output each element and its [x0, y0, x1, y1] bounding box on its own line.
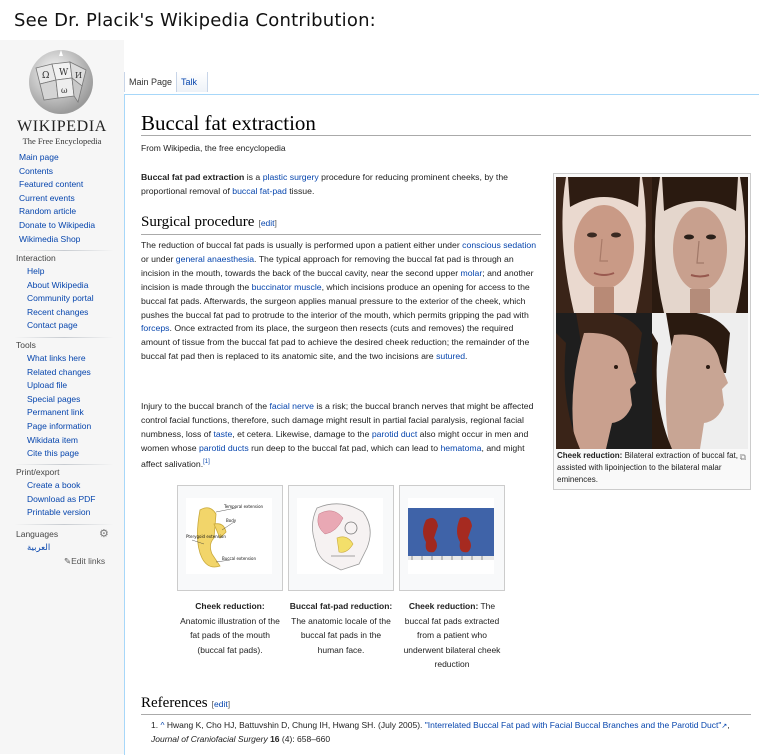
- gallery-item: [177, 485, 283, 657]
- label-body: Body: [226, 518, 237, 523]
- edit-surgical-procedure[interactable]: [edit]: [258, 218, 277, 228]
- link-sutured[interactable]: sutured: [436, 351, 466, 362]
- nav-create-book[interactable]: Create a book: [27, 480, 81, 490]
- heading-surgical-procedure-text: Surgical procedure: [141, 214, 255, 230]
- procedure-paragraph: The reduction of buccal fat pads is usually is performed upon a patient either under conscious sedation or under general anaesthesia. The typical approach for removing the buccal fat pad is through an incision in the mouth, towards the back of the buccal cavity, near the second upper molar; and another incision is made through the buccinator muscle, which incisions produce an opening for access to the buccal fat pads. Afterwards, the surgeon applies manual pressure to the exterior of the cheek, which pushes the buccal fat pad to protrude to the interior of the mouth, which permits gripping the pad with forceps. Once extracted from its place, the surgeon then resects (cuts and removes) the required amount of tissue from the buccal fat pad to achieve the desired cheek reduction; the remainder of the buccal fat pad then is replaced to its anatomic site, and the two incisions are sutured.: [141, 240, 537, 362]
- link-parotid-duct[interactable]: parotid duct: [371, 428, 418, 439]
- gallery-item: [288, 485, 394, 657]
- page-title: Buccal fat extraction: [141, 111, 316, 135]
- nav-main: [0, 151, 124, 246]
- gallery-item: [399, 485, 505, 672]
- nav-current-events[interactable]: Current events: [19, 192, 75, 203]
- nav-contents[interactable]: Contents: [19, 165, 54, 176]
- nav-about[interactable]: About Wikipedia: [27, 279, 89, 290]
- svg-text:И: И: [75, 71, 82, 80]
- nav-page-information[interactable]: Page information: [27, 420, 92, 431]
- link-conscious-sedation[interactable]: conscious sedation: [462, 240, 537, 250]
- gear-icon[interactable]: ⚙: [99, 528, 109, 540]
- nav-cite-this-page[interactable]: Cite this page: [27, 448, 79, 459]
- link-buccal-fat-pad[interactable]: buccal fat-pad: [232, 185, 287, 196]
- thumbnail-box: [553, 173, 751, 490]
- link-facial-nerve[interactable]: facial nerve: [269, 401, 314, 411]
- thumbnail-caption: Cheek reduction: Bilateral extraction of buccal fat, assisted with lipoinjection to the bilateral malar eminences.: [557, 451, 738, 484]
- nav-tools-heading: Tools: [16, 340, 36, 350]
- nav-shop[interactable]: Wikimedia Shop: [19, 233, 81, 244]
- nav-interaction: [0, 251, 124, 333]
- volume: 16: [270, 734, 280, 744]
- citation-1[interactable]: [1]: [203, 458, 210, 465]
- sidebar: [0, 40, 124, 754]
- label-pterygoid-extension: Pterygoid extension: [186, 534, 226, 539]
- gallery-caption: Buccal fat-pad reduction: The anatomic locale of the buccal fat pads in the human face.: [289, 601, 393, 655]
- tab-main-page-label: Main Page: [129, 77, 173, 87]
- link-general-anaesthesia[interactable]: general anaesthesia: [175, 253, 255, 264]
- edit-link[interactable]: edit: [260, 218, 275, 228]
- title-divider: [141, 135, 751, 136]
- journal-name: Journal of Craniofacial Surgery: [151, 734, 268, 744]
- gallery-image-box[interactable]: [288, 485, 394, 591]
- wikipedia-tagline: The Free Encyclopedia: [22, 136, 102, 146]
- skull-fat-pad-illustration: [297, 498, 383, 574]
- heading-divider: [141, 714, 751, 715]
- nav-contact-page[interactable]: Contact page: [27, 320, 78, 331]
- from-wikipedia: From Wikipedia, the free encyclopedia: [141, 143, 286, 153]
- tab-talk-label: Talk: [181, 77, 198, 87]
- heading-references: [141, 695, 230, 712]
- pencil-icon: ✎: [64, 555, 72, 566]
- nav-recent-changes[interactable]: Recent changes: [27, 306, 89, 317]
- tab-talk[interactable]: [176, 72, 208, 92]
- gallery-image-box[interactable]: [177, 485, 283, 591]
- nav-community-portal[interactable]: Community portal: [27, 293, 94, 304]
- face-front-before-image: [556, 177, 652, 313]
- extracted-fat-pads-photo: [408, 498, 494, 574]
- before-after-photo[interactable]: [556, 177, 748, 449]
- link-molar[interactable]: molar: [460, 267, 483, 278]
- risk-paragraph: Injury to the buccal branch of the facial nerve is a risk; the buccal branch nerves that might be affected control facial functions, therefore, such damage might result in partial facial paralysis, regional facial numbness, loss of taste, et cetera. Likewise, damage to the parotid duct also might occur in men and women whose parotid ducts run deep to the buccal fat pad, which can lead to hematoma, and might affect salivation.[1]: [141, 401, 534, 469]
- heading-references-text: References: [141, 695, 208, 711]
- enlarge-icon[interactable]: ⧉: [739, 452, 746, 462]
- nav-edit-links[interactable]: [0, 555, 124, 569]
- label-buccal-extension: Buccal extension: [222, 556, 257, 561]
- nav-special-pages[interactable]: Special pages: [27, 393, 81, 404]
- heading-divider: [141, 234, 541, 235]
- nav-languages-heading: [0, 527, 124, 541]
- nav-random-article[interactable]: Random article: [19, 206, 77, 217]
- nav-main-page[interactable]: Main page: [19, 152, 59, 162]
- nav-divider: [14, 524, 114, 525]
- link-parotid-ducts[interactable]: parotid ducts: [198, 442, 249, 453]
- edit-links-label: Edit links: [71, 555, 106, 566]
- svg-text:Ω: Ω: [42, 71, 50, 81]
- wikipedia-globe-logo[interactable]: [22, 46, 100, 116]
- nav-tools: [0, 338, 124, 461]
- nav-donate[interactable]: Donate to Wikipedia: [19, 219, 96, 230]
- svg-text:ω: ω: [61, 86, 68, 95]
- link-forceps[interactable]: forceps: [141, 323, 170, 334]
- link-taste[interactable]: taste: [213, 428, 233, 439]
- nav-what-links-here[interactable]: What links here: [27, 353, 86, 363]
- nav-print: [0, 465, 124, 520]
- heading-surgical-procedure: [141, 214, 277, 231]
- label-temporal-extension: Temporal extension: [224, 504, 264, 509]
- gallery-caption: Cheek reduction: Anatomic illustration of the fat pads of the mouth (buccal fat pads).: [180, 601, 280, 655]
- nav-permanent-link[interactable]: Permanent link: [27, 407, 84, 418]
- wikipedia-wordmark: WIKIPEDIA: [17, 118, 107, 135]
- nav-print-heading: Print/export: [16, 467, 60, 477]
- nav-wikidata-item[interactable]: Wikidata item: [27, 434, 79, 445]
- content-area: [124, 94, 759, 755]
- nav-help[interactable]: Help: [27, 266, 45, 276]
- nav-download-pdf[interactable]: Download as PDF: [27, 493, 96, 504]
- fat-pad-anatomy-illustration: [186, 498, 272, 574]
- edit-references[interactable]: [edit]: [211, 699, 231, 709]
- edit-link[interactable]: edit: [214, 699, 228, 709]
- nav-featured-content[interactable]: Featured content: [19, 179, 84, 190]
- page-caption: See Dr. Placik's Wikipedia Contribution:: [14, 10, 376, 31]
- intro-paragraph: Buccal fat pad extraction is a plastic surgery procedure for reducing prominent cheeks, by the proportional removal of buccal fat-pad tissue.: [141, 172, 509, 196]
- nav-interaction-heading: Interaction: [16, 253, 56, 263]
- intro-bold-term: Buccal fat pad extraction: [141, 172, 245, 182]
- svg-text:W: W: [59, 68, 69, 78]
- tab-main-page[interactable]: [124, 72, 180, 92]
- nav-languages: [0, 527, 124, 568]
- languages-label: Languages: [16, 529, 59, 539]
- face-profile-before-image: [556, 313, 652, 449]
- nav-printable-version[interactable]: Printable version: [27, 507, 91, 518]
- nav-related-changes[interactable]: Related changes: [27, 366, 91, 377]
- link-buccinator-muscle[interactable]: buccinator muscle: [251, 281, 322, 292]
- gallery-caption: Cheek reduction: The buccal fat pads extracted from a patient who underwent bilateral cheek reduction: [403, 601, 501, 669]
- face-profile-after-image: [652, 313, 748, 449]
- face-front-after-image: [652, 177, 748, 313]
- reference-link[interactable]: "Interrelated Buccal Fat pad with Facial Buccal Branches and the Parotid Duct": [424, 720, 722, 730]
- nav-language-arabic[interactable]: العربية: [27, 542, 51, 552]
- link-hematoma[interactable]: hematoma: [440, 442, 482, 453]
- backlink-caret[interactable]: ^: [160, 720, 165, 730]
- external-link-icon: ↗: [721, 723, 728, 730]
- reference-1: 1. ^ Hwang K, Cho HJ, Battuvshin D, Chung IH, Hwang SH. (July 2005). "Interrelated Buccal Fat pad with Facial Buccal Branches and the Parotid Duct"↗, Journal of Craniofacial Surgery 16 (4): 658–660: [151, 720, 730, 744]
- nav-upload-file[interactable]: Upload file: [27, 380, 68, 391]
- link-plastic-surgery[interactable]: plastic surgery: [262, 172, 319, 182]
- gallery-image-box[interactable]: [399, 485, 505, 591]
